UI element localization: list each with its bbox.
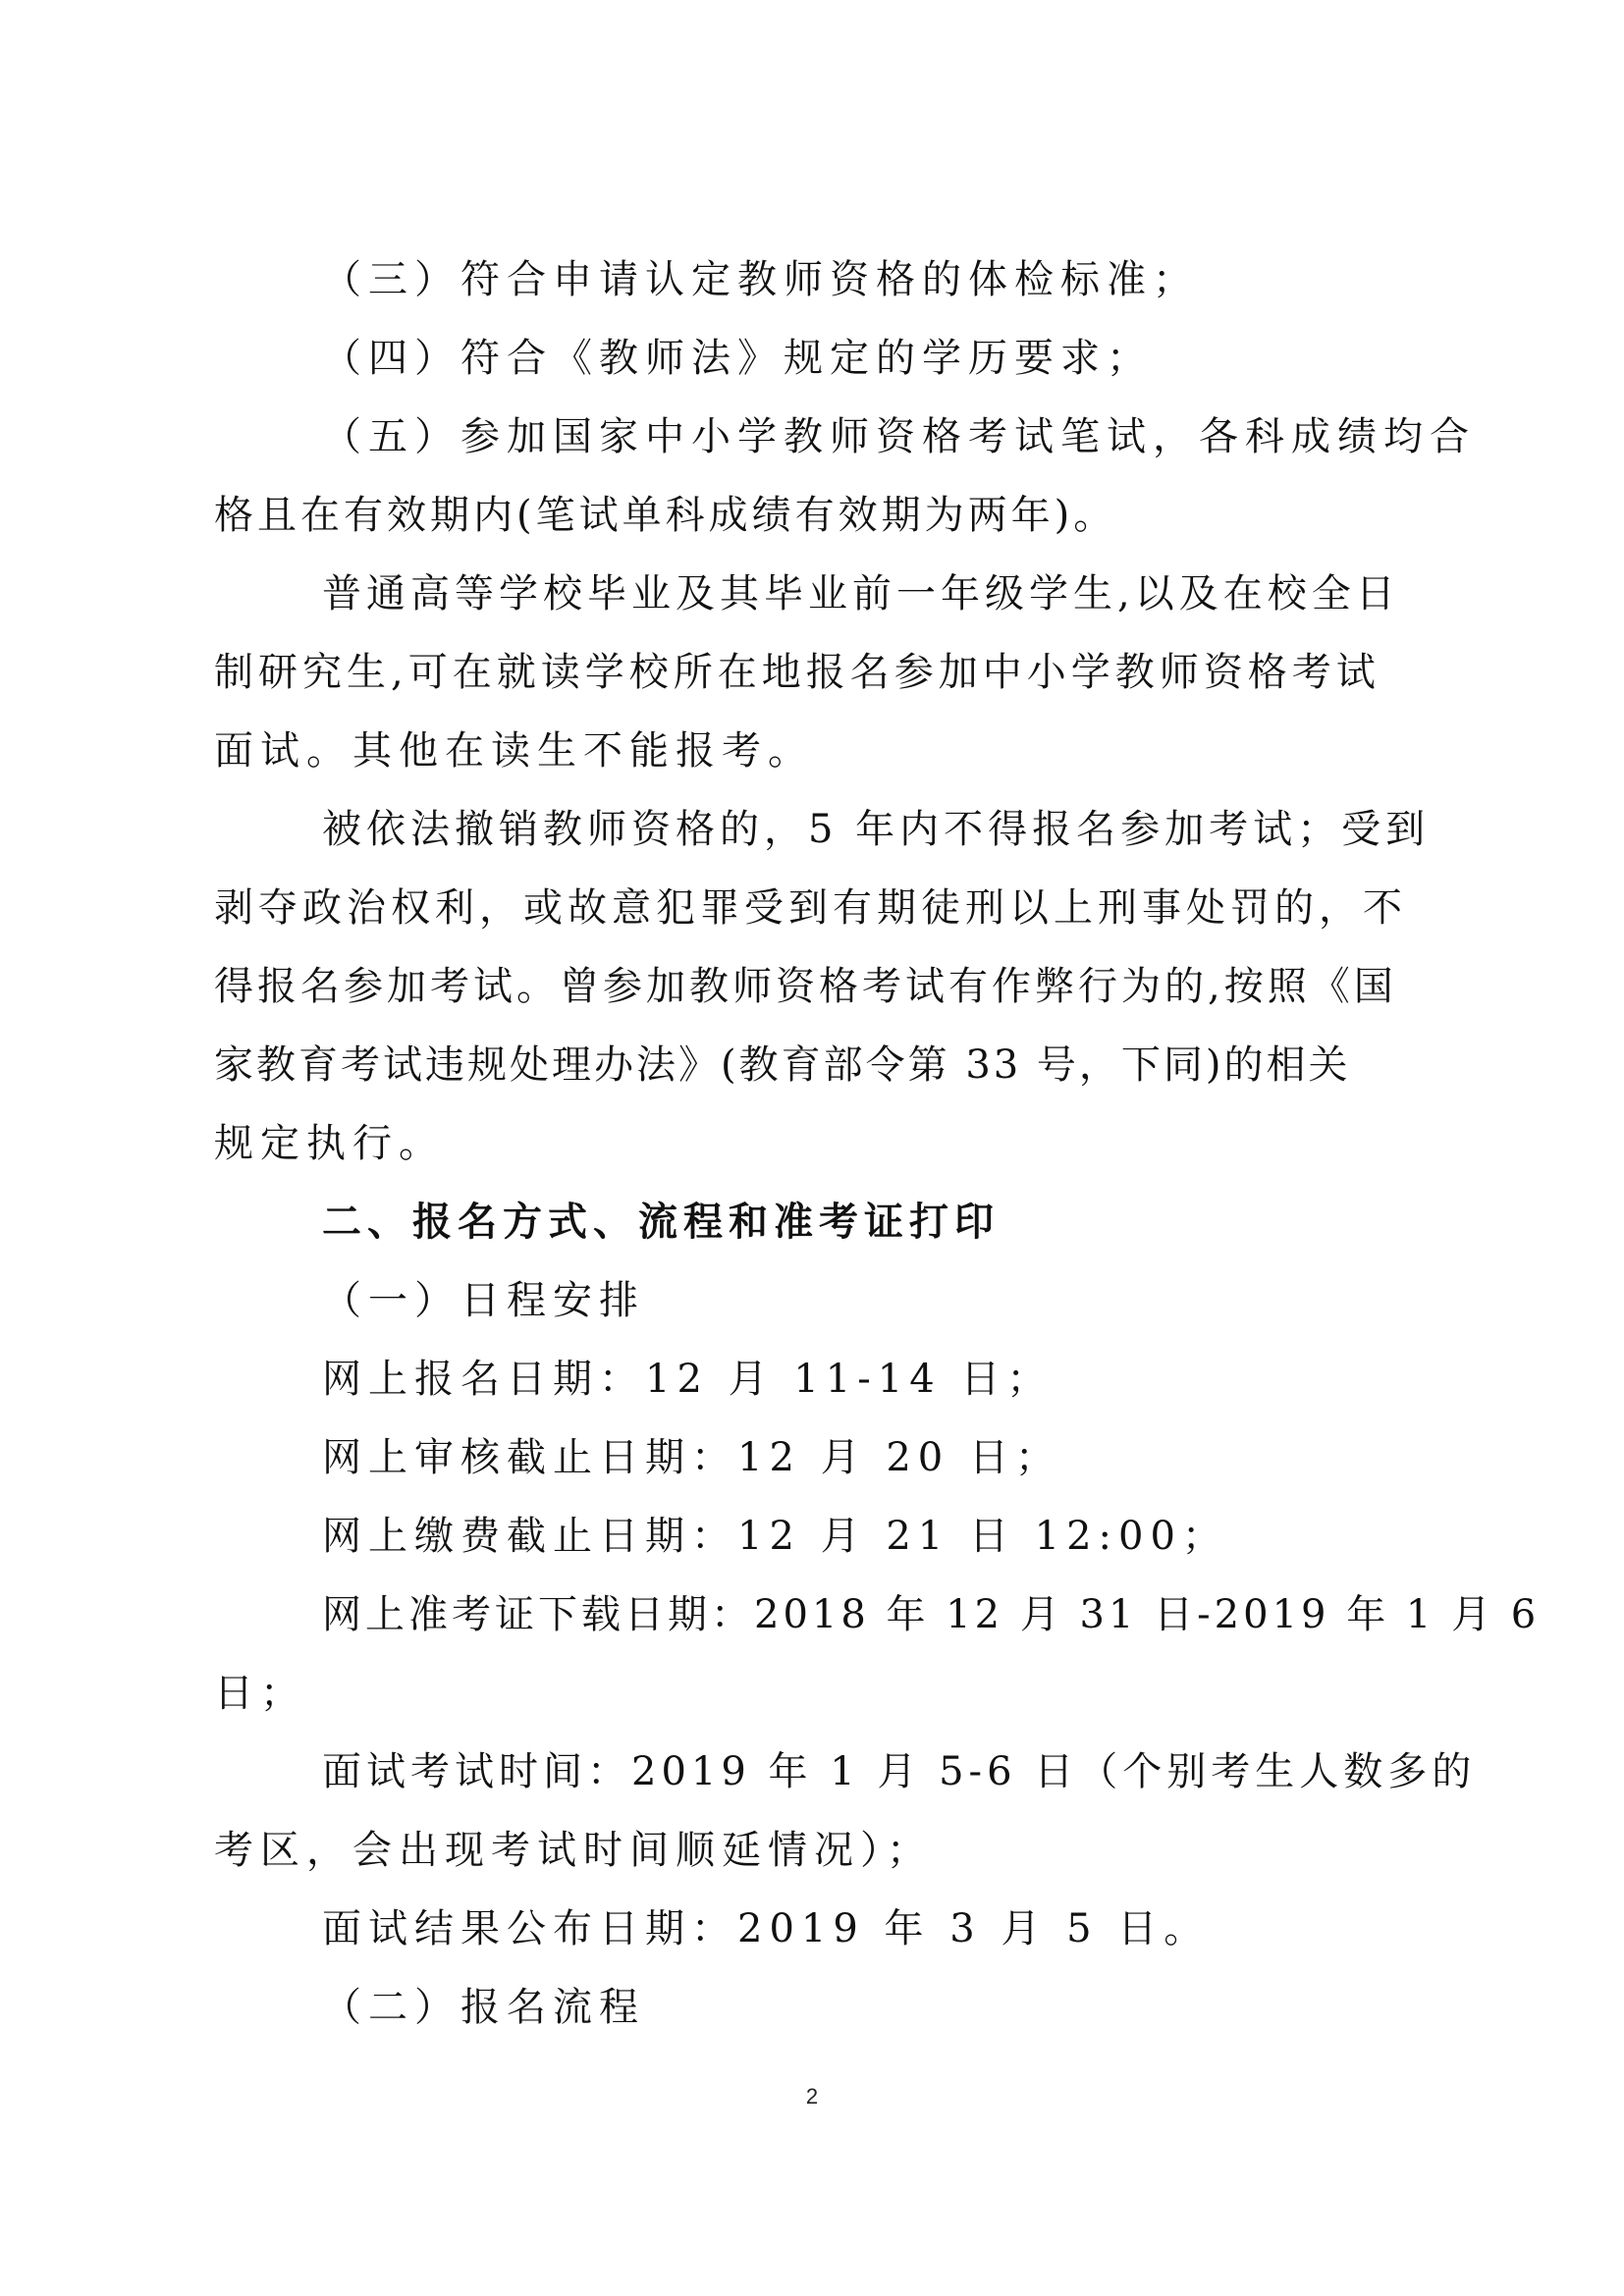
subheading-registration-process: （二）报名流程: [322, 1985, 645, 2030]
para-disqualification: 被依法撤销教师资格的，5 年内不得报名参加考试；受到: [322, 807, 1431, 852]
schedule-online-registration: 网上报名日期：12 月 11-14 日；: [322, 1357, 1054, 1402]
para-students-cont: 面试。其他在读生不能报考。: [214, 728, 814, 774]
para-disqualification-cont: 家教育考试违规处理办法》(教育部令第 33 号，下同)的相关: [214, 1042, 1351, 1088]
schedule-interview-time-cont: 考区，会出现考试时间顺延情况）；: [214, 1828, 933, 1873]
item-written-exam: （五）参加国家中小学教师资格考试笔试，各科成绩均合: [322, 414, 1476, 459]
para-disqualification-cont: 剥夺政治权利，或故意犯罪受到有期徒刑以上刑事处罚的，不: [214, 885, 1407, 931]
schedule-admission-ticket-cont: 日；: [214, 1671, 306, 1716]
item-written-exam-cont: 格且在有效期内(笔试单科成绩有效期为两年)。: [214, 493, 1117, 538]
schedule-results-date: 面试结果公布日期：2019 年 3 月 5 日。: [322, 1906, 1211, 1951]
item-physical-exam: （三）符合申请认定教师资格的体检标准；: [322, 257, 1199, 302]
para-students-cont: 制研究生,可在就读学校所在地报名参加中小学教师资格考试: [214, 650, 1380, 695]
schedule-interview-time: 面试考试时间：2019 年 1 月 5-6 日（个别考生人数多的: [322, 1749, 1477, 1794]
schedule-review-deadline: 网上审核截止日期：12 月 20 日；: [322, 1435, 1061, 1480]
para-students: 普通高等学校毕业及其毕业前一年级学生,以及在校全日: [322, 571, 1400, 616]
schedule-payment-deadline: 网上缴费截止日期：12 月 21 日 12:00；: [322, 1514, 1228, 1559]
para-disqualification-cont: 得报名参加考试。曾参加教师资格考试有作弊行为的,按照《国: [214, 964, 1397, 1009]
item-education-requirement: （四）符合《教师法》规定的学历要求；: [322, 336, 1153, 381]
section-heading-registration: 二、报名方式、流程和准考证打印: [322, 1200, 1000, 1245]
subheading-schedule: （一）日程安排: [322, 1278, 645, 1323]
para-disqualification-cont: 规定执行。: [214, 1121, 445, 1166]
schedule-admission-ticket: 网上准考证下载日期：2018 年 12 月 31 日-2019 年 1 月 6: [322, 1592, 1541, 1637]
page-number: 2: [805, 2084, 819, 2109]
